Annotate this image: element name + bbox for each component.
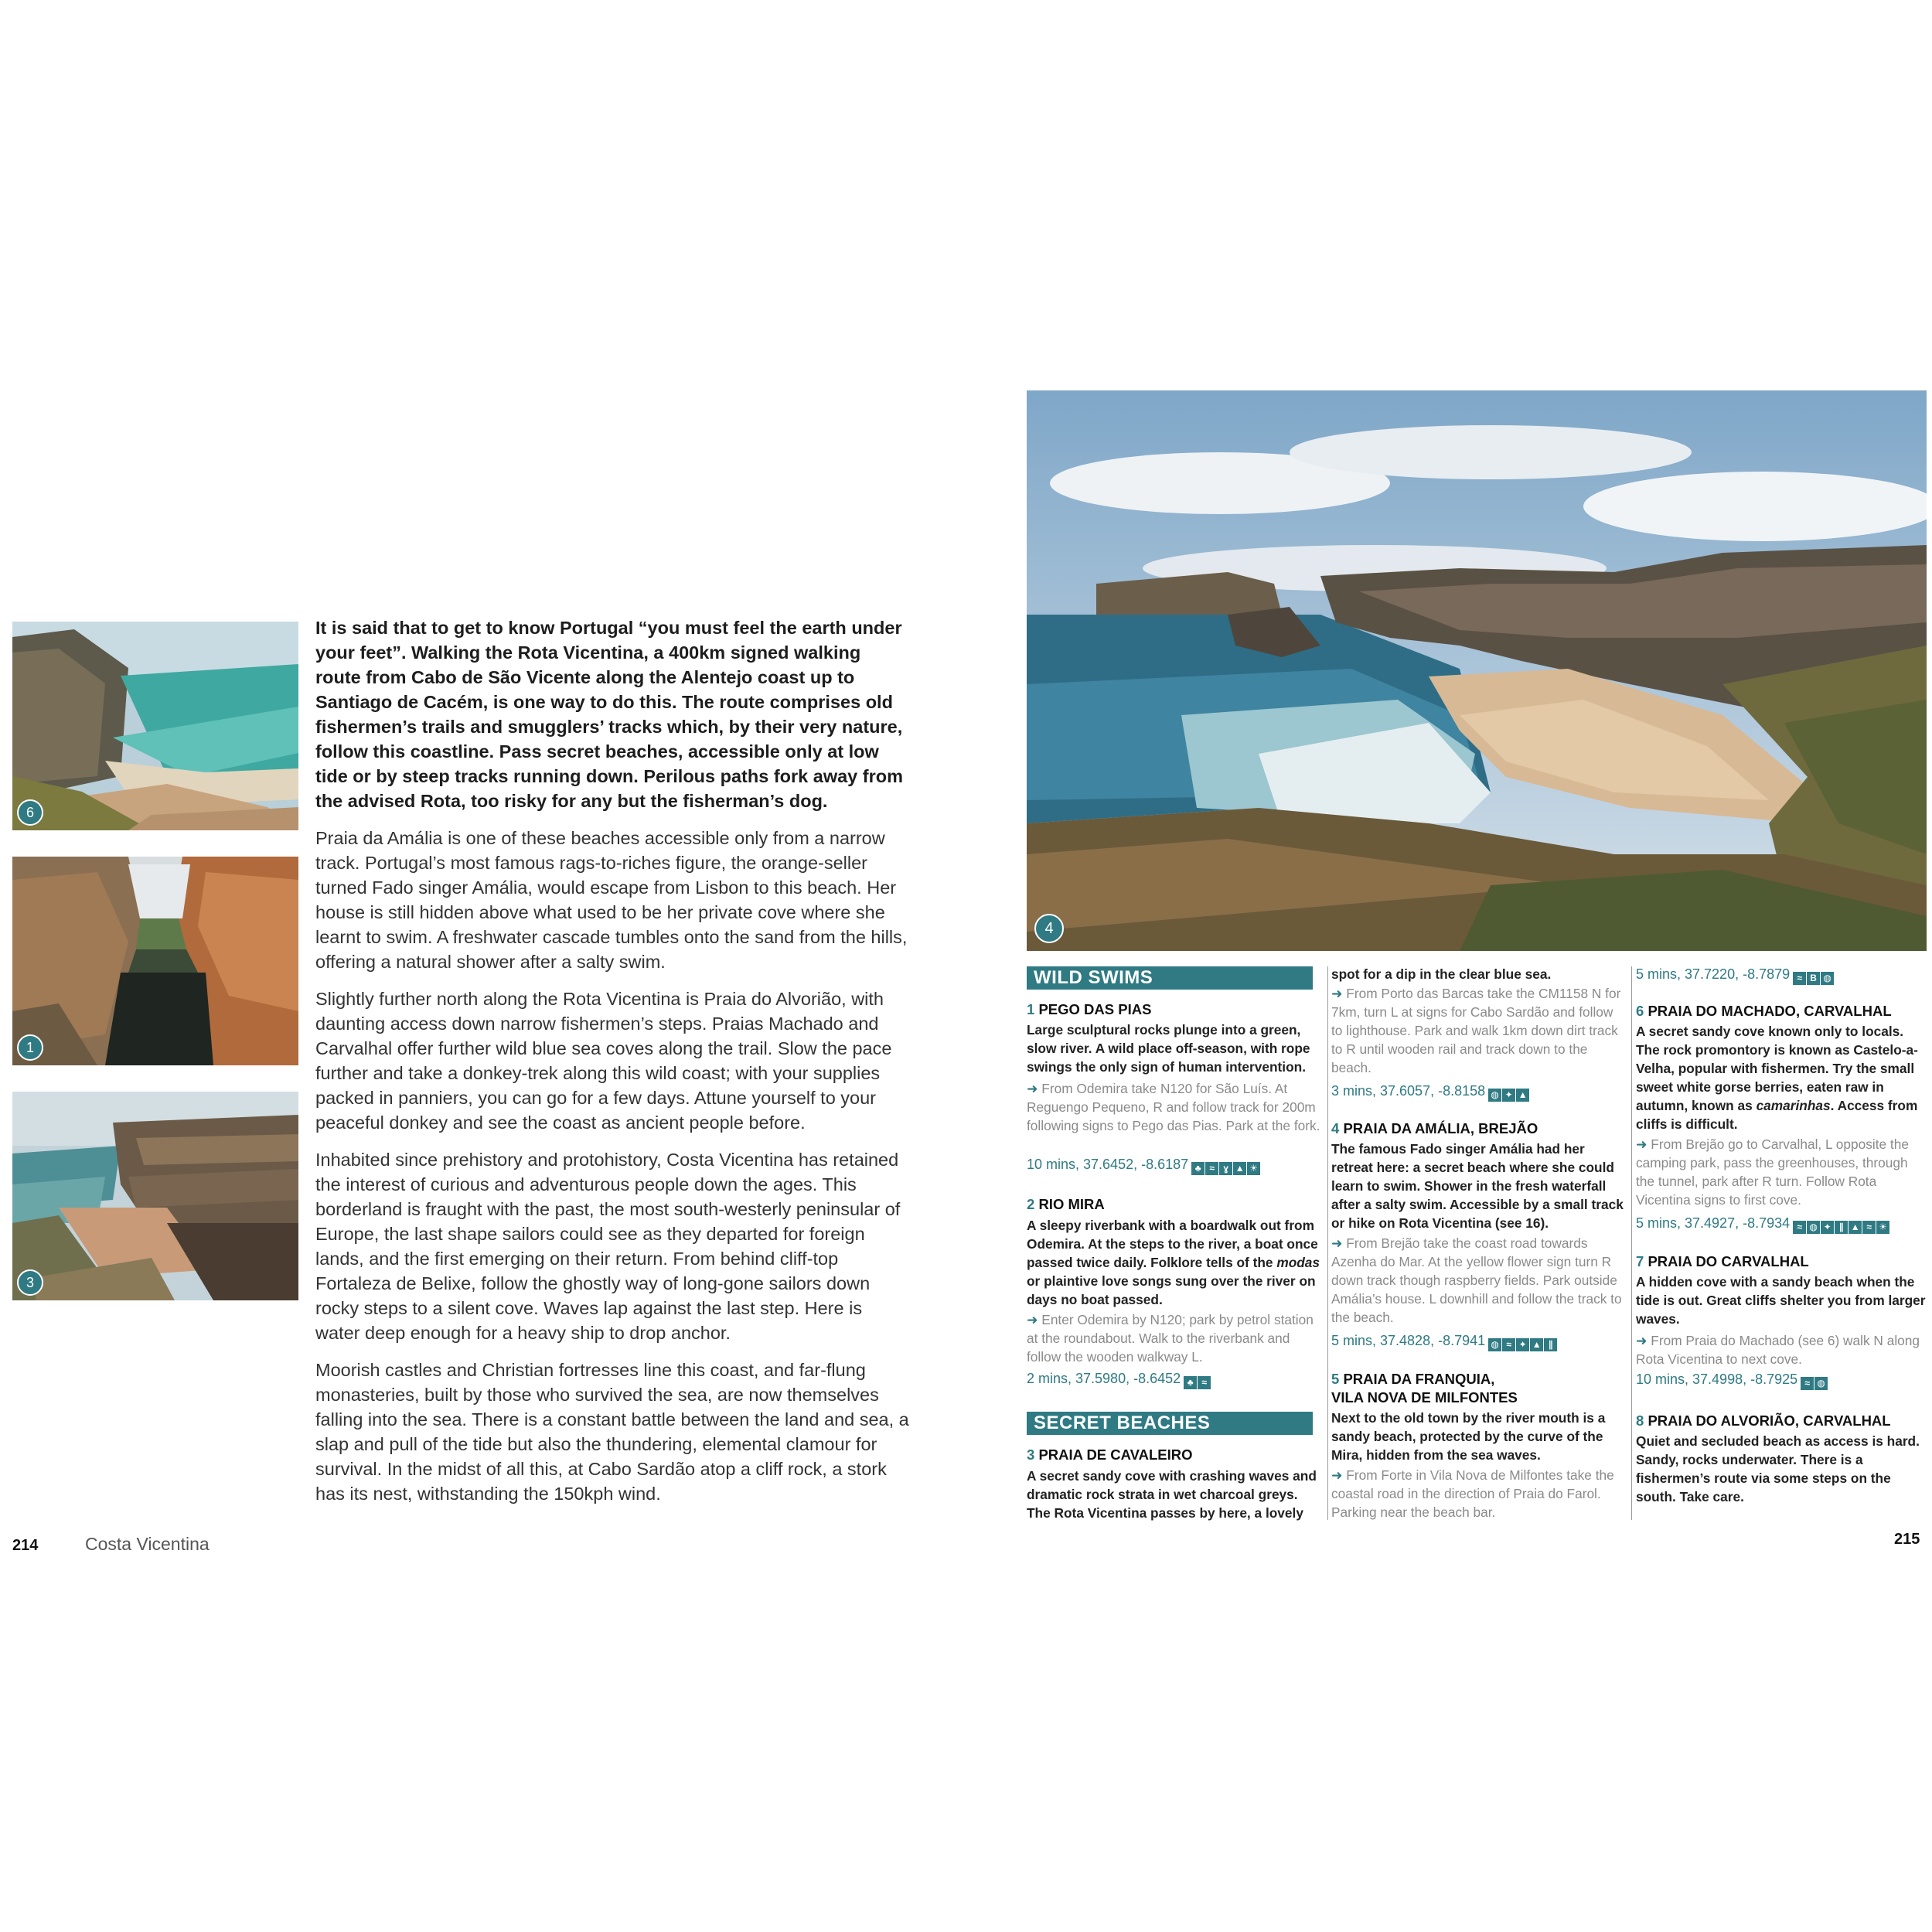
amenity-icons	[1793, 967, 1835, 986]
amenity-icons	[1191, 1157, 1261, 1176]
entry-description-continued: spot for a dip in the clear blue sea.	[1331, 966, 1552, 982]
walk-icon: ✦	[1516, 1338, 1529, 1351]
entry-description-part: . Access from cliffs is difficult.	[1636, 1098, 1918, 1132]
entry-coordinates	[1636, 1370, 1828, 1391]
entry-directions-text: From Brejão take the coast road towards Azenha do Mar. At the yellow flower sign turn R down track though raspberry fields. Park outside Amália’s house. L downhill and follow the track to the beach.	[1331, 1235, 1622, 1325]
entry-directions	[1027, 1079, 1320, 1135]
family-icon: ♣	[1184, 1376, 1197, 1389]
entry-directions	[1636, 1331, 1927, 1368]
entry-directions	[1331, 1234, 1625, 1327]
entry-description: A hidden cove with a sandy beach when the tide is out. Great cliffs shelter you from larger waves.	[1636, 1274, 1926, 1327]
entry-directions-text: Enter Odemira by N120; park by petrol station at the roundabout. Walk to the riverbank and follow the wooden walkway L.	[1027, 1312, 1314, 1365]
mountain-icon: ▲	[1516, 1089, 1529, 1102]
entry-coordinates-text: 5 mins, 37.4828, -8.7941	[1331, 1333, 1486, 1348]
arrow-right-icon: ➜	[1636, 1333, 1647, 1348]
body-paragraph: Moorish castles and Christian fortresses line this coast, and far-flung monasteries, built by those who survived the sea, are now themselves falling into the sea. There is a constant battle between the land and sea, a slap and pull of the tide but also the thundering, elemental clamour for survival. In the midst of all this, at Cabo Sardão atop a cliff rock, a stork has its nest, withstanding the 150kph wind.	[315, 1360, 909, 1504]
entry-directions-text: From Praia do Machado (see 6) walk N along Rota Vicentina to next cove.	[1636, 1333, 1920, 1367]
amenity-icons	[1488, 1334, 1558, 1352]
swim-icon: ≈	[1862, 1221, 1876, 1234]
entry-title	[1636, 1252, 1930, 1271]
intro-paragraph: It is said that to get to know Portugal “you must feel the earth under your feet”. Walking the Rota Vicentina, a 400km signed walking route from Cabo de São Vicente along the Alentejo coast up to Santiago de Cacém, is one way to do this. The route comprises old fishermen’s trails and smugglers’ tracks which, by their very nature, follow this coastline. Pass secret beaches, accessible only at low tide or by steep tracks running down. Perilous paths fork away from the advised Rota, too risky for any but the fisherman’s dog.	[315, 618, 903, 811]
entry-name: RIO MIRA	[1038, 1196, 1105, 1212]
entry-title	[1027, 1446, 1320, 1464]
swim-icon: ≈	[1793, 972, 1806, 985]
entry-coordinates-text: 10 mins, 37.6452, -8.6187	[1027, 1157, 1189, 1172]
swim-icon: ≈	[1198, 1376, 1211, 1389]
entry-description: Quiet and secluded beach as access is hard. Sandy, rocks underwater. There is a fishermen’s route via some steps on the south. Take care.	[1636, 1433, 1920, 1504]
photo-badge: 3	[17, 1269, 43, 1296]
entry-number: 7	[1636, 1253, 1644, 1269]
entry-description	[1636, 1022, 1927, 1133]
body-paragraph: Slightly further north along the Rota Vicentina is Praia do Alvorião, with daunting access down narrow fishermen’s steps. Praias Machado and Carvalhal offer further wild blue sea coves along the trail. Slow the pace further and take a donkey-trek along this wild coast; with your supplies packed in panniers, you can go for a few days. Attune yourself to your peaceful donkey and see the coast as ancient people before.	[315, 989, 892, 1133]
photo-badge: 6	[17, 799, 43, 826]
entry-number: 5	[1331, 1371, 1340, 1387]
mountain-icon: ▲	[1530, 1338, 1543, 1351]
entry-description-part: A sleepy riverbank with a boardwalk out from Odemira. At the steps to the river, a boat once passed twice daily. Folklore tells of the	[1027, 1218, 1318, 1270]
entry-number: 8	[1636, 1412, 1644, 1429]
mountain-icon: ▲	[1849, 1221, 1862, 1234]
entry-description: Next to the old town by the river mouth is a sandy beach, protected by the curve of the Mira, hidden from the sea waves.	[1331, 1410, 1606, 1463]
swim-icon: ≈	[1793, 1221, 1806, 1234]
entry-description: Large sculptural rocks plunge into a green, slow river. A wild place off-season, with rope swings the only sign of human intervention.	[1027, 1022, 1310, 1075]
hero-photo-cove-image	[1027, 390, 1927, 951]
shell-icon: ◍	[1488, 1338, 1501, 1351]
photo-badge: 4	[1034, 914, 1064, 943]
walk-icon: ✦	[1821, 1221, 1834, 1234]
entry-title	[1636, 1002, 1930, 1021]
entry-name: PRAIA DA FRANQUIA,	[1343, 1371, 1495, 1387]
entry-directions-text: From Brejão go to Carvalhal, L opposite the camping park, pass the greenhouses, through the tunnel, park after R turn. Follow Rota Vicentina signs to first cove.	[1636, 1136, 1909, 1208]
entry-title	[1331, 1370, 1625, 1389]
sunset-icon: ☀	[1247, 1162, 1260, 1175]
running-head: Costa Vicentina	[85, 1534, 210, 1554]
section-heading-secret-beaches: SECRET BEACHES	[1027, 1412, 1313, 1435]
entry-description-part: A secret sandy cove known only to locals. The rock promontory is known as Castelo-a-Velha, popular with fishermen. Try the small sweet white gorse berries, eaten raw in autumn, known as	[1636, 1024, 1918, 1113]
shell-icon: ◍	[1807, 1221, 1820, 1234]
entry-coordinates-text: 5 mins, 37.7220, -8.7879	[1636, 966, 1791, 982]
photo-cliff-beach	[12, 1092, 298, 1300]
arrow-right-icon: ➜	[1027, 1081, 1038, 1096]
hero-photo-cove	[1027, 390, 1927, 951]
entry-directions-text: From Porto das Barcas take the CM1158 N for 7km, turn L at signs for Cabo Sardão and follow to lighthouse. Park and walk 1km down dirt track to R until wooden rail and track down to the beach.	[1331, 986, 1621, 1075]
arrow-right-icon: ➜	[1027, 1312, 1038, 1327]
shell-icon: ◍	[1814, 1377, 1828, 1390]
family-icon: ♣	[1191, 1162, 1205, 1175]
entry-coordinates	[1331, 1082, 1530, 1102]
photo-cliff-beach-image	[12, 1092, 298, 1300]
entry-name: PRAIA DO MACHADO, CARVALHAL	[1647, 1003, 1892, 1019]
entry-coordinates	[1636, 1214, 1890, 1235]
photo-badge: 1	[17, 1034, 43, 1061]
entry-title-line2: VILA NOVA DE MILFONTES	[1331, 1389, 1518, 1406]
entry-number: 3	[1027, 1446, 1035, 1463]
shell-icon: ◍	[1821, 972, 1834, 985]
arrow-right-icon: ➜	[1331, 986, 1343, 1001]
entry-coordinates-text: 2 mins, 37.5980, -8.6452	[1027, 1371, 1181, 1386]
waterfall-icon: ∥	[1544, 1338, 1557, 1351]
column-divider	[1631, 966, 1632, 1520]
entry-coordinates-text: 5 mins, 37.4927, -8.7934	[1636, 1215, 1791, 1231]
entry-description: The famous Fado singer Amália had her retreat here: a secret beach where she could learn to swim. Shower in the fresh waterfall after a salty swim. Accessible by a small track or hike on Rota Vicentina (see 16).	[1331, 1141, 1624, 1231]
page-number-left: 214	[12, 1537, 39, 1554]
arrow-right-icon: ➜	[1636, 1136, 1647, 1152]
entry-coordinates	[1636, 965, 1835, 986]
arrow-right-icon: ➜	[1331, 1235, 1343, 1251]
amenity-icons	[1793, 1216, 1890, 1235]
amenity-icons	[1488, 1084, 1530, 1102]
shell-icon: ◍	[1488, 1089, 1501, 1102]
entry-directions	[1636, 1135, 1927, 1209]
entry-title	[1331, 1119, 1625, 1138]
entry-title	[1636, 1412, 1930, 1430]
entry-name: PRAIA DO CARVALHAL	[1647, 1253, 1809, 1269]
body-paragraph: Praia da Amália is one of these beaches accessible only from a narrow track. Portugal’s most famous rags-to-riches figure, the orange-seller turned Fado singer Amália, would escape from Lisbon to this beach. Her house is still hidden above what used to be her private cove where she learnt to swim. A freshwater cascade tumbles onto the sand from the hills, offering a natural shower after a salty swim.	[315, 828, 908, 972]
entry-description-emphasis: modas	[1276, 1255, 1320, 1270]
photo-cliff-cove-image	[12, 622, 298, 830]
entry-description-part: or plaintive love songs sung over the river on days no boat passed.	[1027, 1273, 1316, 1307]
entry-directions-text: From Forte in Vila Nova de Milfontes take the coastal road in the direction of Praia do Farol. Parking near the beach bar.	[1331, 1467, 1614, 1520]
amenity-icons	[1801, 1372, 1828, 1391]
entry-description: A secret sandy cove with crashing waves and dramatic rock strata in wet charcoal greys. The Rota Vicentina passes by here, a lovely	[1027, 1468, 1317, 1521]
photo-cliff-cove	[12, 622, 298, 830]
swim-icon: ≈	[1205, 1162, 1218, 1175]
entry-name: PEGO DAS PIAS	[1038, 1001, 1152, 1017]
entry-coordinates-text: 3 mins, 37.6057, -8.8158	[1331, 1083, 1486, 1099]
waterfall-icon: ∥	[1835, 1221, 1848, 1234]
entry-directions	[1331, 984, 1625, 1077]
rope-swing-icon: ɣ	[1219, 1162, 1232, 1175]
entry-coordinates	[1027, 1155, 1261, 1176]
body-paragraph: Inhabited since prehistory and protohistory, Costa Vicentina has retained the interest of curious and adventurous people down the ages. This borderland is fraught with the past, the most south-westerly peninsular of Europe, the last shape sailors could see as they departed for foreign lands, and the first emerging on their return. From behind cliff-top Fortaleza de Belixe, follow the ghostly way of long-gone sailors down rocky steps to a silent cove. Waves lap against the last step. Here is water deep enough for a heavy ship to drop anchor.	[315, 1150, 901, 1343]
entry-name: PRAIA DO ALVORIÃO, CARVALHAL	[1647, 1412, 1891, 1429]
entry-title	[1027, 1000, 1320, 1019]
entry-directions	[1331, 1466, 1625, 1521]
entry-number: 6	[1636, 1003, 1644, 1019]
entry-name: PRAIA DA AMÁLIA, BREJÃO	[1343, 1120, 1538, 1136]
photo-rock-gorge-image	[12, 857, 298, 1065]
entry-number: 2	[1027, 1196, 1035, 1212]
entry-directions-text: From Odemira take N120 for São Luís. At Reguengo Pequeno, R and follow track for 200m following signs to Pego das Pias. Park at the fork.	[1027, 1081, 1320, 1133]
amenity-icons	[1184, 1371, 1211, 1390]
entry-coordinates-text: 10 mins, 37.4998, -8.7925	[1636, 1371, 1798, 1387]
bar-icon: B	[1807, 972, 1820, 985]
arrow-right-icon: ➜	[1331, 1467, 1343, 1483]
entry-directions	[1027, 1310, 1320, 1366]
walk-icon: ✦	[1502, 1089, 1515, 1102]
entry-coordinates	[1331, 1331, 1558, 1352]
swim-icon: ≈	[1502, 1338, 1515, 1351]
photo-rock-gorge	[12, 857, 298, 1065]
entry-number: 4	[1331, 1120, 1340, 1136]
page-number-right: 215	[1894, 1531, 1920, 1548]
swim-icon: ≈	[1801, 1377, 1814, 1390]
entry-title	[1027, 1195, 1320, 1214]
entry-number: 1	[1027, 1001, 1035, 1017]
column-divider	[1327, 966, 1328, 1520]
entry-description	[1027, 1216, 1320, 1309]
mountain-icon: ▲	[1233, 1162, 1246, 1175]
entry-description-emphasis: camarinhas	[1756, 1098, 1831, 1113]
entry-name: PRAIA DE CAVALEIRO	[1038, 1446, 1193, 1463]
sunset-icon: ☀	[1876, 1221, 1889, 1234]
entry-coordinates	[1027, 1369, 1211, 1390]
section-heading-wild-swims: WILD SWIMS	[1027, 966, 1313, 990]
